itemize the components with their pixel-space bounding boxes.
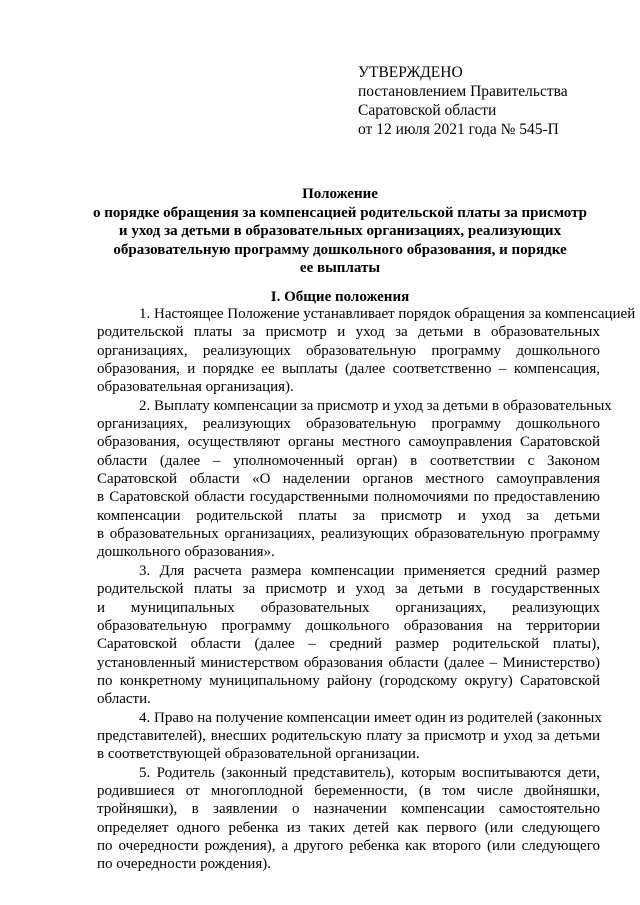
title-line: о порядке обращения за компенсацией родительской платы за присмотр: [93, 204, 587, 221]
text-line: в Саратовской области государственными полномочиями по предоставлению: [97, 489, 600, 506]
text-line: организациях, реализующих образовательную программу дошкольного: [97, 342, 600, 359]
text-line: родившиеся от многоплодной беременности, (в том числе двойняшки,: [97, 782, 600, 799]
text-line: в образовательных организациях, реализующих образовательную программу: [97, 526, 600, 543]
text-line: установленный министерством образования области (далее – Министерство): [97, 654, 600, 671]
approval-stamp: [358, 63, 618, 139]
text-line: по очередности рождения).: [97, 856, 272, 873]
text-line: образования, осуществляют органы местного самоуправления Саратовской: [97, 434, 600, 451]
approval-line: от 12 июля 2021 года № 545-П: [358, 121, 559, 138]
text-line: родительской платы за присмотр и уход за детьми в государственных: [97, 581, 600, 598]
text-line: 3. Для расчета размера компенсации применяется средний размер: [139, 562, 600, 579]
text-line: образовательную программу дошкольного образования на территории: [97, 617, 600, 634]
title-line: ее выплаты: [299, 260, 381, 276]
approval-line: Саратовской области: [358, 102, 497, 119]
text-line: организациях, реализующих образовательную программу дошкольного: [97, 416, 600, 433]
text-line: 1. Настоящее Положение устанавливает порядок обращения за компенсацией: [139, 306, 636, 322]
text-line: компенсации родительской платы за присмотр и уход за детьми: [97, 507, 600, 524]
text-line: тройняшки), в заявлении о назначении компенсации самостоятельно: [97, 801, 600, 818]
text-line: 5. Родитель (законный представитель), которым воспитываются дети,: [139, 764, 600, 781]
text-line: по конкретному муниципальному району (городскому округу) Саратовской: [97, 672, 600, 689]
section-heading: I. Общие положения: [270, 289, 410, 305]
paragraph-4: [97, 709, 600, 764]
text-line: определяет одного ребенка из таких детей как первого (или следующего: [97, 819, 600, 836]
text-line: Саратовской области «О наделении органов местного самоуправления: [97, 471, 600, 488]
paragraph-2: [97, 397, 612, 562]
title-line: Положение: [302, 186, 378, 202]
paragraph-3: [97, 562, 600, 709]
text-line: образования, и порядке ее выплаты (далее соответственно – компенсация,: [97, 361, 600, 378]
approval-line: УТВЕРЖДЕНО: [358, 64, 463, 81]
paragraph-1: [97, 305, 636, 397]
text-line: образовательная организация).: [97, 379, 294, 396]
text-line: области (далее – уполномоченный орган) в соответствии с Законом: [97, 452, 600, 469]
title-line: образовательную программу дошкольного образования, и порядке: [113, 241, 567, 258]
text-line: области.: [97, 691, 151, 708]
approval-line: постановлением Правительства: [358, 83, 568, 100]
paragraph-5: [97, 764, 600, 874]
body-text: [97, 305, 636, 874]
text-line: 2. Выплату компенсации за присмотр и уход за детьми в образовательных: [139, 397, 612, 414]
text-line: в соответствующей образовательной организации.: [97, 746, 420, 763]
text-line: 4. Право на получение компенсации имеет один из родителей (законных: [139, 709, 602, 726]
text-line: и муниципальных образовательных организациях, реализующих: [97, 599, 600, 616]
text-line: по очередности рождения), а другого ребенка как второго (или следующего: [97, 837, 600, 854]
text-line: дошкольного образования».: [97, 544, 275, 561]
text-line: представителей), внесших родительскую плату за присмотр и уход за детьми: [97, 727, 600, 744]
title-line: и уход за детьми в образовательных организациях, реализующих: [118, 223, 562, 239]
document-title: [80, 185, 600, 278]
text-line: Саратовской области (далее – средний размер родительской платы),: [97, 636, 600, 653]
text-line: родительской платы за присмотр и уход за детьми в образовательных: [97, 324, 600, 341]
